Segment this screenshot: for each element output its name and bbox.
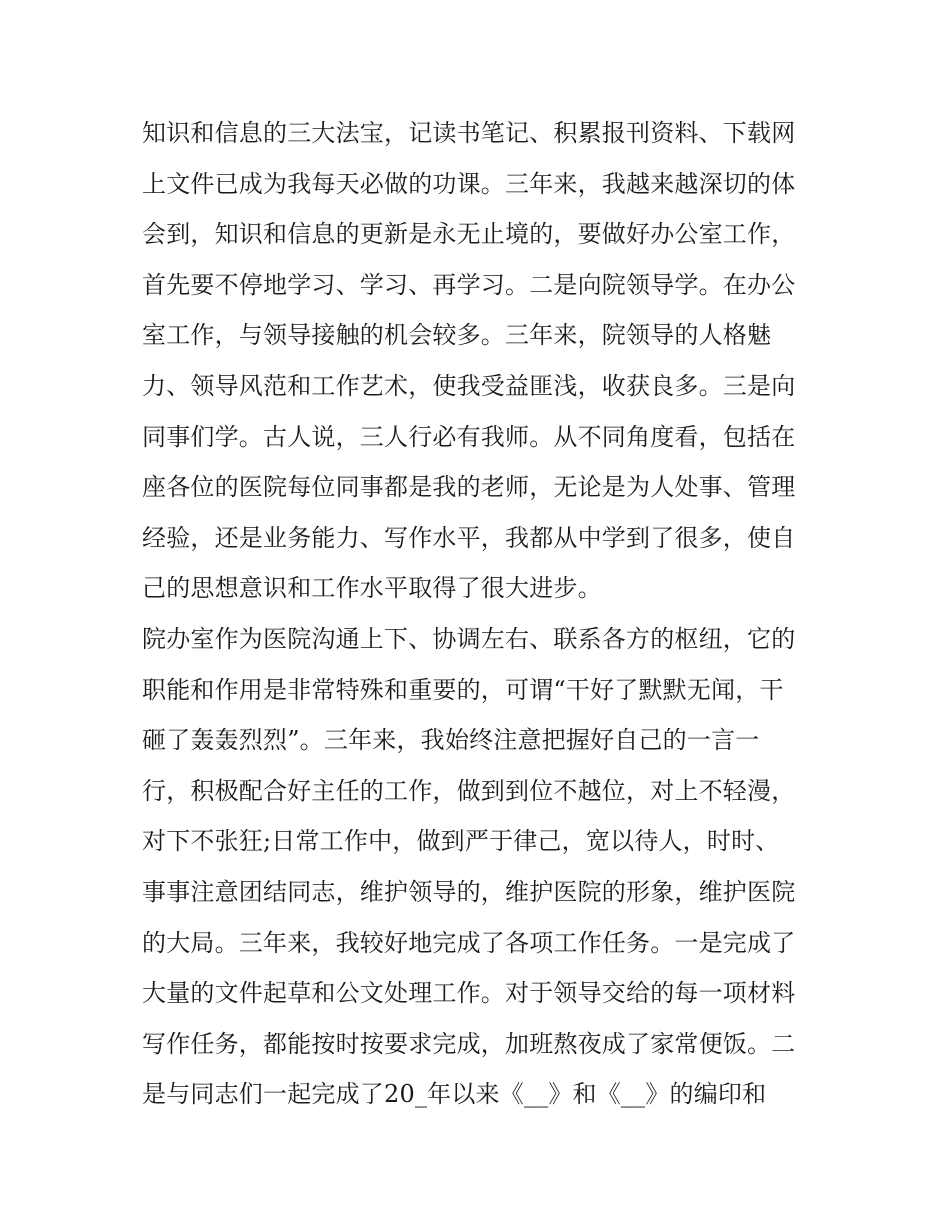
text-line: 会到，知识和信息的更新是永无止境的，要做好办公室工作， (142, 220, 796, 249)
text-line: 是与同志们一起完成了20_年以来《__》和《__》的编印和 (142, 1080, 767, 1109)
text-line: 事事注意团结同志，维护领导的，维护医院的形象，维护医院 (142, 877, 796, 906)
text-line: 座各位的医院每位同事都是我的老师，无论是为人处事、管理 (142, 473, 796, 502)
text-line: 的大局。三年来，我较好地完成了各项工作任务。一是完成了 (142, 928, 796, 957)
text-line: 写作任务，都能按时按要求完成，加班熬夜成了家常便饭。二 (142, 1029, 796, 1058)
text-line: 同事们学。古人说，三人行必有我师。从不同角度看，包括在 (142, 422, 796, 451)
text-line: 经验，还是业务能力、写作水平，我都从中学到了很多，使自 (142, 523, 796, 552)
text-line: 院办室作为医院沟通上下、协调左右、联系各方的枢纽，它的 (142, 624, 796, 653)
text-line: 大量的文件起草和公文处理工作。对于领导交给的每一项材料 (142, 979, 796, 1008)
text-line: 行，积极配合好主任的工作，做到到位不越位，对上不轻漫， (142, 776, 796, 805)
text-line: 己的思想意识和工作水平取得了很大进步。 (142, 574, 602, 603)
text-line: 力、领导风范和工作艺术，使我受益匪浅，收获良多。三是向 (142, 371, 796, 400)
body-text (142, 108, 822, 1120)
text-line: 上文件已成为我每天必做的功课。三年来，我越来越深切的体 (142, 169, 796, 198)
text-line: 室工作，与领导接触的机会较多。三年来，院领导的人格魅 (142, 321, 772, 350)
text-line: 对下不张狂;日常工作中，做到严于律己，宽以待人，时时、 (142, 827, 780, 856)
text-line: 首先要不停地学习、学习、再学习。二是向院领导学。在办公 (142, 270, 796, 299)
text-line: 砸了轰轰烈烈”。三年来，我始终注意把握好自己的一言一 (142, 726, 760, 755)
text-line: 知识和信息的三大法宝，记读书笔记、积累报刊资料、下载网 (142, 119, 796, 147)
text-line: 职能和作用是非常特殊和重要的，可谓“干好了默默无闻，干 (142, 675, 784, 704)
